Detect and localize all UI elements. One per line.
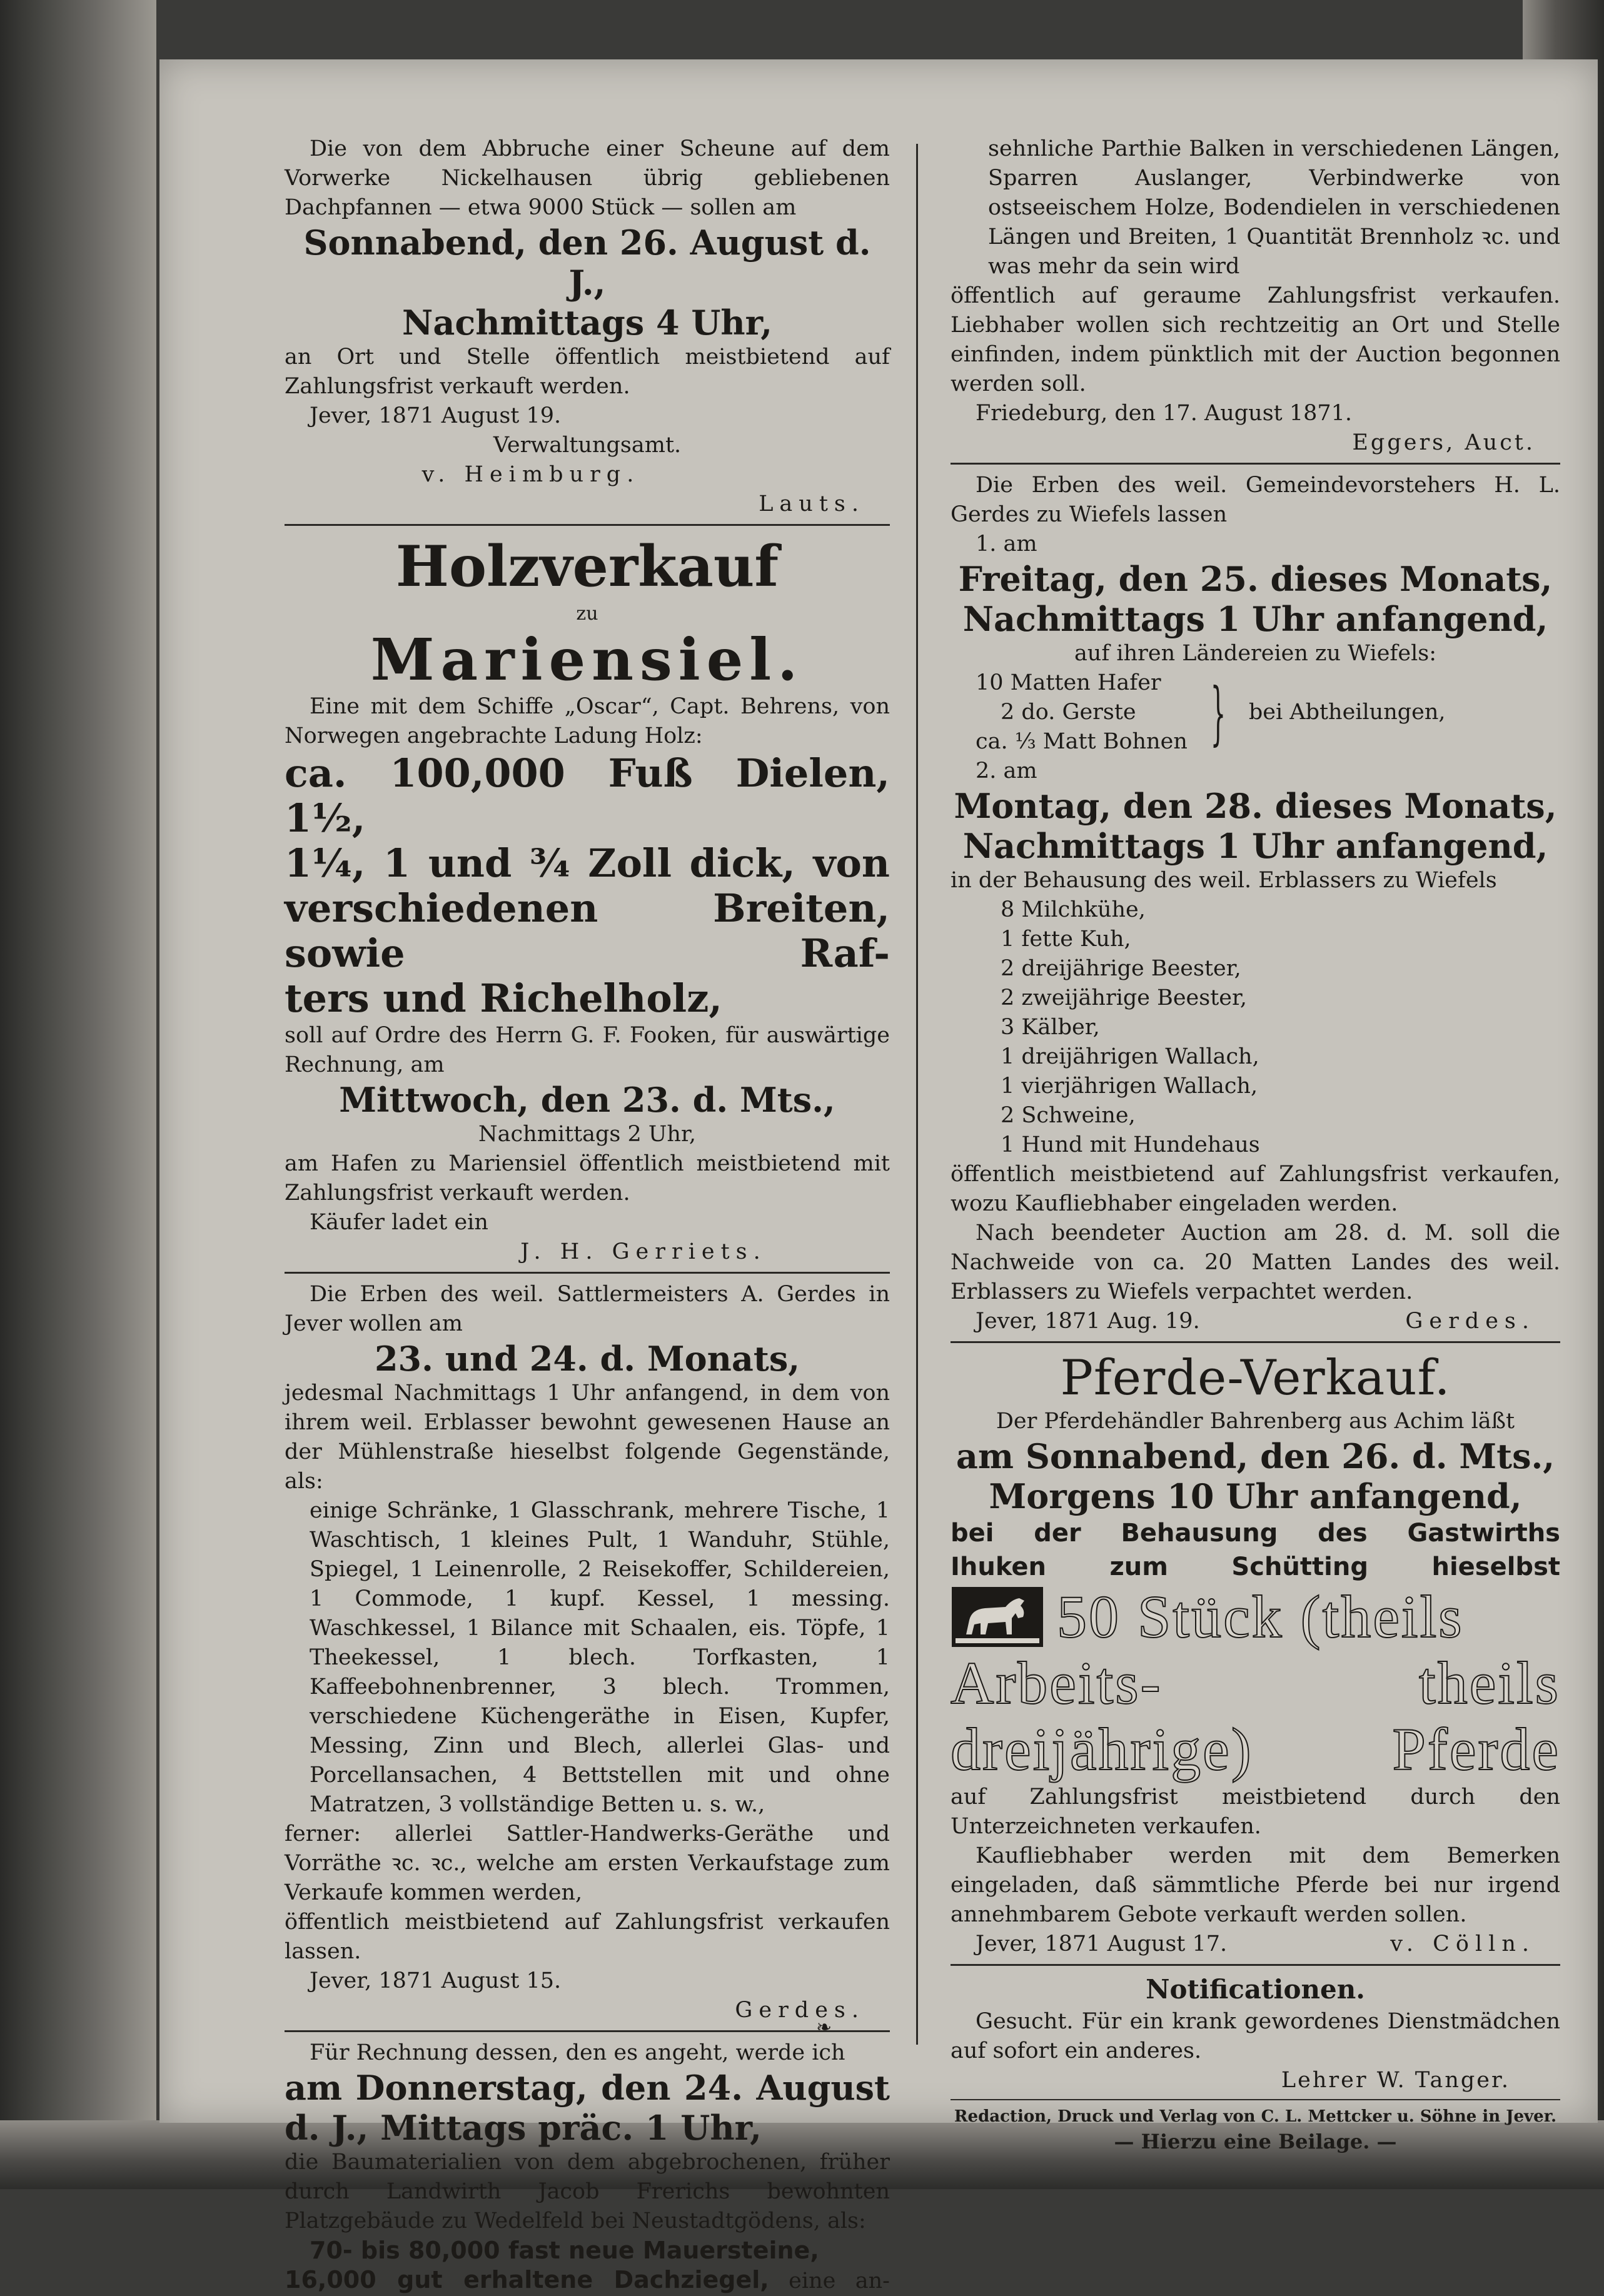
- ad2-zu: zu: [576, 603, 598, 625]
- ad2-date: Mittwoch, den 23. d. Mts.,: [339, 1080, 835, 1120]
- ad3-closing: öffentlich meistbietend auf Zahlungsfrist verkaufen lassen.: [285, 1910, 890, 1964]
- ad5-signature: Gerdes.: [1405, 1309, 1535, 1334]
- ad2-goods-line1: ca. 100,000 Fuß Dielen, 1½,: [285, 750, 890, 841]
- ad3-intro: Die Erben des weil. Sattlermeisters A. Gerdes in Jever wollen am: [285, 1282, 890, 1336]
- ad6-place-line2: Ihuken zum Schütting hieselbst: [951, 1553, 1560, 1581]
- ad1-signature2: Lauts.: [759, 491, 865, 516]
- ad4-intro: Für Rechnung dessen, den es angeht, werde ich: [310, 2040, 845, 2065]
- crop-bohnen: ca. ⅓ Matt Bohnen: [976, 729, 1188, 754]
- ad1-office: Verwaltungsamt.: [493, 433, 682, 458]
- ad4-item2-lead: 16,000 gut erhaltene Dachziegel,: [285, 2266, 769, 2293]
- ad2-body: am Hafen zu Mariensiel öffentlich meistbietend mit Zahlungsfrist verkauft werden.: [285, 1151, 890, 1206]
- ad4c-body2: öffentlich auf geraume Zahlungsfrist verkaufen. Liebhaber wollen sich rechtzeitig an Ort und Stelle einfinden, indem pünktlich mit der Auction begonnen werden soll.: [951, 283, 1560, 396]
- ad-dachpfannen: [285, 134, 890, 519]
- ad2-time: Nachmittags 2 Uhr,: [478, 1122, 696, 1147]
- ad2-place: Mariensiel.: [370, 626, 804, 693]
- ad4-item1: 70- bis 80,000 fast neue Mauersteine,: [310, 2237, 819, 2264]
- ad-pferde-verkauf: [951, 1349, 1560, 1959]
- ad1-date: Sonnabend, den 26. August d. J.,: [303, 223, 871, 303]
- curly-brace-icon: }: [1210, 672, 1226, 753]
- ad-baumaterialien-continued: [951, 134, 1560, 458]
- ad5-date2: Montag, den 28. dieses Monats,: [954, 786, 1557, 826]
- imprint-footer: [951, 2105, 1560, 2155]
- ad1-intro: Die von dem Abbruche einer Scheune auf dem Vorwerke Nickelhausen übrig gebliebenen Dachpfannen — etwa 9000 Stück — sollen am: [285, 136, 890, 220]
- rule-2: [285, 1272, 890, 1274]
- ad4-date-line1: am Donnerstag, den 24. August: [285, 2068, 890, 2108]
- animal-item: 1 Hund mit Hundehaus: [1001, 1132, 1260, 1157]
- rule-4: [951, 463, 1560, 465]
- ad4-body: die Baumaterialien von dem abgebrochenen, früher durch Landwirth Jacob Frerichs bewohnten Platzgebäude zu Wedelfeld bei Neustadtgödens, als:: [285, 2150, 890, 2233]
- ad3-items: einige Schränke, 1 Glasschrank, mehrere Tische, 1 Waschtisch, 1 kleines Pult, 1 Wanduhr, Stühle, Spiegel, 1 Leinenrolle, 2 Reisekoffer, Schildereien, 1 Commode, 1 kupf. Kessel, 1 messing. Waschkessel, 1 Bilance mit Schaalen, eis. Töpfe, 1 Theekessel, 1 blech. Torfkasten, 1 Kaffeebohnenbrenner, 3 blech. Trommen, verschiedene Küchengeräthe in Eisen, Kupfer, Messing, Zinn und Blech, allerlei Glas- und Porcellansachen, 4 Bettstellen mit und ohne Matratzen, 3 vollständige Betten u. s. w.,: [310, 1498, 890, 1817]
- ad6-body: auf Zahlungsfrist meistbietend durch den Unterzeichneten verkaufen.: [951, 1785, 1560, 1839]
- ad-baumaterialien: [285, 2038, 890, 2296]
- rule-5: [951, 1341, 1560, 1343]
- ad3-ferner: ferner: allerlei Sattler-Handwerks-Geräthe und Vorräthe ꝛc. ꝛc., welche am ersten Verkaufstage zum Verkaufe kommen werden,: [285, 1821, 890, 1905]
- animal-item: 1 vierjährigen Wallach,: [1001, 1074, 1258, 1099]
- ad2-signature: J. H. Gerriets.: [520, 1239, 767, 1264]
- ad2-goods-line3: verschiedenen Breiten, sowie Raf-: [285, 885, 890, 976]
- ad1-place-date: Jever, 1871 August 19.: [310, 403, 562, 428]
- ad1-time: Nachmittags 4 Uhr,: [401, 303, 773, 343]
- horse-vignette-icon: [951, 1586, 1044, 1648]
- ad5-where1: auf ihren Ländereien zu Wiefels:: [1074, 641, 1437, 666]
- ad5-date1: Freitag, den 25. dieses Monats,: [958, 559, 1553, 599]
- ad-erben-wiefels: [951, 471, 1560, 1336]
- ad5-n1: 1. am: [976, 531, 1037, 556]
- crop-hafer: 10 Matten Hafer: [976, 670, 1161, 695]
- supplement-note: — Hierzu eine Beilage. —: [1114, 2130, 1397, 2153]
- ad1-signature: v. Heimburg.: [421, 462, 640, 487]
- ad2-order: soll auf Ordre des Herrn G. F. Fooken, für auswärtige Rechnung, am: [285, 1023, 890, 1077]
- column-divider: [916, 144, 918, 2045]
- ad6-date: am Sonnabend, den 26. d. Mts.,: [956, 1436, 1555, 1476]
- animal-item: 3 Kälber,: [1001, 1015, 1100, 1040]
- ad5-intro: Die Erben des weil. Gemeindevorstehers H. L. Gerdes zu Wiefels lassen: [951, 473, 1560, 527]
- rule-1: [285, 524, 890, 526]
- ad-holzverkauf: [285, 532, 890, 1267]
- animal-item: 8 Milchkühe,: [1001, 897, 1146, 922]
- ad2-goods-line4: ters und Richelholz,: [285, 975, 723, 1021]
- ad5-body: öffentlich meistbietend auf Zahlungsfrist verkaufen, wozu Kaufliebhaber eingeladen werden.: [951, 1162, 1560, 1216]
- animal-item: 1 fette Kuh,: [1001, 927, 1131, 952]
- imprint-text: Redaction, Druck und Verlag von C. L. Mettcker u. Söhne in Jever.: [954, 2107, 1557, 2126]
- notifications-section: [951, 1972, 1560, 2095]
- ad5-n2: 2. am: [976, 758, 1037, 783]
- horse-block: [951, 1584, 1560, 1650]
- notifications-signature: Lehrer W. Tanger.: [1281, 2068, 1510, 2093]
- animal-list: [951, 895, 1560, 1160]
- ad3-place-date: Jever, 1871 August 15.: [310, 1968, 562, 1993]
- ad4c-place-date: Friedeburg, den 17. August 1871.: [976, 401, 1353, 426]
- notifications-text: Gesucht. Für ein krank gewordenes Dienstmädchen auf sofort ein anderes.: [951, 2009, 1560, 2063]
- right-column: [951, 134, 1560, 2155]
- ad3-signature: Gerdes.: [735, 1998, 865, 2023]
- ad6-title: Pferde-Verkauf.: [1060, 1350, 1451, 1406]
- rule-3: [285, 2030, 890, 2032]
- ad2-buyers: Käufer ladet ein: [310, 1210, 488, 1235]
- printer-mark-icon: ❧: [816, 2017, 832, 2038]
- ad-erben-gerdes: [285, 1280, 890, 2025]
- notifications-title: Notificationen.: [1146, 1974, 1365, 2005]
- animal-item: 2 dreijährige Beester,: [1001, 956, 1241, 981]
- ad5-after: Nach beendeter Auction am 28. d. M. soll die Nachweide von ca. 20 Matten Landes des weil. Erblassers zu Wiefels verpachtet werden.: [951, 1221, 1560, 1304]
- ad4-item2-tail: eine an-: [789, 2268, 890, 2293]
- ad2-goods-line2: 1¼, 1 und ¾ Zoll dick, von: [285, 840, 890, 886]
- crop-gerste: 2 do. Gerste: [1001, 700, 1136, 725]
- animal-item: 2 zweijährige Beester,: [1001, 985, 1248, 1010]
- crop-label: bei Abtheilungen,: [1248, 700, 1446, 725]
- ad3-body: jedesmal Nachmittags 1 Uhr anfangend, in dem von ihrem weil. Erblasser bewohnt gewesenen Hause an der Mühlenstraße hieselbst folgende Gegenstände, als:: [285, 1381, 890, 1494]
- ad6-big-line2: Arbeits- theils: [951, 1649, 1560, 1716]
- ad6-big-line3: dreijährige) Pferde: [951, 1716, 1560, 1783]
- ad5-place-date: Jever, 1871 Aug. 19.: [976, 1309, 1200, 1334]
- ad5-time1: Nachmittags 1 Uhr anfangend,: [962, 599, 1548, 639]
- ad4c-body: sehnliche Parthie Balken in verschiedenen Längen, Sparren Auslanger, Verbindwerke von ostseeischem Holze, Bodendielen in verschiedenen Längen und Breiten, 1 Quantität Brennholz ꝛc. und was mehr da sein wird: [988, 136, 1560, 279]
- crop-list: [951, 668, 1560, 757]
- ad1-body: an Ort und Stelle öffentlich meistbietend auf Zahlungsfrist verkauft werden.: [285, 345, 890, 399]
- ad4-date-line2: d. J., Mittags präc. 1 Uhr,: [285, 2108, 762, 2148]
- animal-item: 2 Schweine,: [1001, 1103, 1136, 1128]
- ad6-note: Kaufliebhaber werden mit dem Bemerken eingeladen, daß sämmtliche Pferde bei nur irgend annehmbarem Gebote verkauft werden sollen.: [951, 1843, 1560, 1927]
- left-column: [285, 134, 890, 2296]
- rule-6: [951, 1964, 1560, 1966]
- animal-item: 1 dreijährigen Wallach,: [1001, 1044, 1259, 1069]
- ad6-place-date: Jever, 1871 August 17.: [976, 1931, 1228, 1956]
- ad2-title: Holzverkauf: [395, 533, 779, 600]
- ad6-signature: v. Cölln.: [1390, 1931, 1535, 1956]
- book-edge-left: [0, 0, 156, 2189]
- ad6-intro: Der Pferdehändler Bahrenberg aus Achim läßt: [996, 1409, 1515, 1434]
- ad5-where2: in der Behausung des weil. Erblassers zu Wiefels: [951, 868, 1497, 893]
- ad6-time: Morgens 10 Uhr anfangend,: [989, 1476, 1522, 1516]
- ad5-time2: Nachmittags 1 Uhr anfangend,: [962, 826, 1548, 866]
- ad6-place-line1: bei der Behausung des Gastwirths: [951, 1519, 1560, 1548]
- rule-7: [951, 2099, 1560, 2100]
- ad3-date: 23. und 24. d. Monats,: [374, 1339, 800, 1379]
- ad6-big-line1: 50 Stück (theils: [1057, 1583, 1464, 1650]
- ad4c-signature: Eggers, Auct.: [1352, 430, 1535, 455]
- ad2-intro: Eine mit dem Schiffe „Oscar“, Capt. Behrens, von Norwegen angebrachte Ladung Holz:: [285, 694, 890, 748]
